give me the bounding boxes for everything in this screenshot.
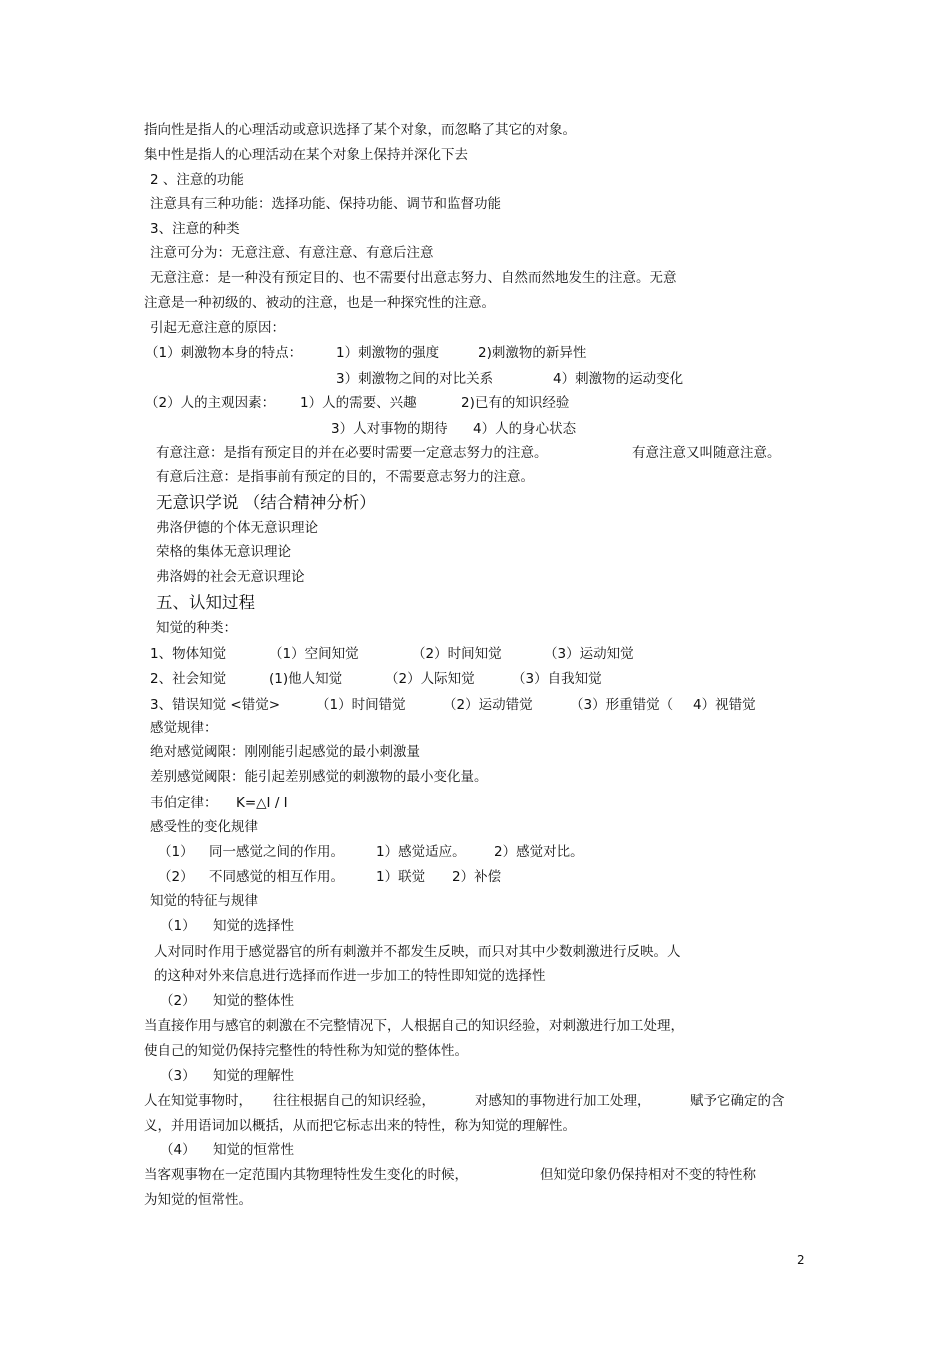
text-line: 人在知觉事物时， — [144, 1093, 252, 1109]
section-heading: 2 、注意的功能 — [150, 172, 244, 188]
text-line: 知觉的选择性 — [213, 918, 294, 934]
text-line: 但知觉印象仍保持相对不变的特性称 — [540, 1167, 756, 1183]
text-line: 1、物体知觉 — [150, 646, 227, 662]
text-line: 同一感觉之间的作用。 — [209, 844, 344, 860]
text-line: 3）刺激物之间的对比关系 — [336, 371, 494, 387]
section-heading: 五、认知过程 — [156, 593, 255, 612]
text-line: 弗洛姆的社会无意识理论 — [156, 569, 305, 585]
text-line: （4） — [160, 1142, 196, 1158]
text-line: 差别感觉阈限：能引起差别感觉的刺激物的最小变化量。 — [150, 769, 488, 785]
text-line: 感受性的变化规律 — [150, 819, 258, 835]
text-line: 知觉的整体性 — [213, 993, 294, 1009]
text-line: （2） — [158, 869, 194, 885]
text-line: （2）时间知觉 — [412, 646, 502, 662]
text-line: 2）感觉对比。 — [494, 844, 584, 860]
section-heading: 3、注意的种类 — [150, 221, 240, 237]
text-line: 人对同时作用于感觉器官的所有刺激并不都发生反映，而只对其中少数刺激进行反映。人 — [154, 944, 681, 960]
text-line: 知觉的恒常性 — [213, 1142, 294, 1158]
text-line: （2） — [160, 993, 196, 1009]
text-line: 4）刺激物的运动变化 — [553, 371, 684, 387]
text-line: （2）人际知觉 — [385, 671, 475, 687]
text-line: 注意可分为：无意注意、有意注意、有意后注意 — [150, 245, 434, 261]
text-line: 对感知的事物进行加工处理， — [475, 1093, 651, 1109]
text-line: （2）运动错觉 — [443, 697, 533, 713]
text-line: 为知觉的恒常性。 — [144, 1192, 252, 1208]
text-line: 无意注意：是一种没有预定目的、也不需要付出意志努力、自然而然地发生的注意。无意 — [150, 270, 677, 286]
text-line: 2）补偿 — [452, 869, 502, 885]
text-line: 使自己的知觉仍保持完整性的特性称为知觉的整体性。 — [144, 1043, 468, 1059]
text-line: （1）刺激物本身的特点： — [145, 345, 303, 361]
formula: K=△I / I — [236, 795, 288, 811]
section-heading: 无意识学说 （结合精神分析） — [156, 493, 376, 512]
text-line: 1）感觉适应。 — [376, 844, 466, 860]
text-line: 4）视错觉 — [693, 697, 756, 713]
text-line: 义，并用语词加以概括，从而把它标志出来的特性，称为知觉的理解性。 — [144, 1118, 576, 1134]
text-line: 注意具有三种功能：选择功能、保持功能、调节和监督功能 — [150, 196, 501, 212]
text-line: 有意注意又叫随意注意。 — [632, 445, 781, 461]
text-line: (1)他人知觉 — [269, 671, 343, 687]
page-number: 2 — [797, 1253, 805, 1267]
text-line: 4）人的身心状态 — [473, 421, 577, 437]
text-line: 知觉的种类： — [156, 620, 237, 636]
text-line: 2、社会知觉 — [150, 671, 227, 687]
text-line: 2)已有的知识经验 — [461, 395, 570, 411]
text-line: （3）运动知觉 — [544, 646, 634, 662]
text-line: 集中性是指人的心理活动在某个对象上保持并深化下去 — [144, 147, 468, 163]
text-line: 指向性是指人的心理活动或意识选择了某个对象，而忽略了其它的对象。 — [144, 122, 576, 138]
text-line: 韦伯定律： — [150, 795, 218, 811]
text-line: 荣格的集体无意识理论 — [156, 544, 291, 560]
text-line: 知觉的特征与规律 — [150, 893, 258, 909]
text-line: （3）形重错觉（ — [570, 697, 674, 713]
text-line: 赋予它确定的含 — [690, 1093, 785, 1109]
text-line: （1） — [158, 844, 194, 860]
text-line: （1）时间错觉 — [316, 697, 406, 713]
text-line: （3） — [160, 1068, 196, 1084]
text-line: 3、错误知觉 <错觉> — [150, 697, 281, 713]
text-line: 1）联觉 — [376, 869, 426, 885]
text-line: 1）刺激物的强度 — [336, 345, 440, 361]
text-line: 引起无意注意的原因： — [150, 320, 285, 336]
text-line: （3）自我知觉 — [512, 671, 602, 687]
text-line: 有意后注意：是指事前有预定的目的，不需要意志努力的注意。 — [156, 469, 534, 485]
text-line: 感觉规律： — [150, 720, 218, 736]
text-line: 注意是一种初级的、被动的注意，也是一种探究性的注意。 — [144, 295, 495, 311]
text-line: （1） — [160, 918, 196, 934]
text-line: 的这种对外来信息进行选择而作进一步加工的特性即知觉的选择性 — [154, 968, 546, 984]
text-line: 当直接作用与感官的刺激在不完整情况下，人根据自己的知识经验，对刺激进行加工处理， — [144, 1018, 684, 1034]
text-line: 3）人对事物的期待 — [331, 421, 448, 437]
text-line: 有意注意：是指有预定目的并在必要时需要一定意志努力的注意。 — [156, 445, 548, 461]
text-line: 绝对感觉阈限：刚刚能引起感觉的最小刺激量 — [150, 744, 420, 760]
text-line: 1）人的需要、兴趣 — [300, 395, 417, 411]
text-line: 不同感觉的相互作用。 — [209, 869, 344, 885]
text-line: （2）人的主观因素： — [145, 395, 276, 411]
text-line: 往往根据自己的知识经验， — [273, 1093, 435, 1109]
text-line: 2)刺激物的新异性 — [478, 345, 587, 361]
text-line: （1）空间知觉 — [269, 646, 359, 662]
text-line: 弗洛伊德的个体无意识理论 — [156, 520, 318, 536]
text-line: 当客观事物在一定范围内其物理特性发生变化的时候， — [144, 1167, 468, 1183]
text-line: 知觉的理解性 — [213, 1068, 294, 1084]
